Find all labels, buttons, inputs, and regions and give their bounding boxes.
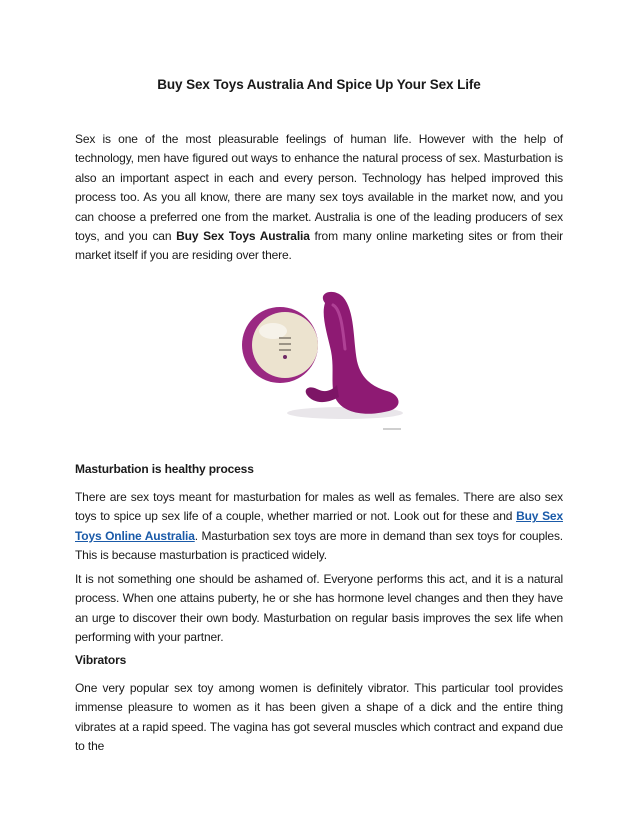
section1-p2-text: It is not something one should be ashamed of. Everyone performs this act, and it is a natural process. When one attains puberty, he or she has hormone level changes and then they have an urge to discover their own body. Masturbation on regular basis improves the sex life when performing with your partner. — [75, 572, 563, 645]
section1-paragraph-2 — [75, 570, 563, 648]
section1-paragraph-1 — [75, 488, 563, 566]
section-heading-masturbation: Masturbation is healthy process — [75, 462, 254, 476]
remote-glare — [259, 323, 287, 339]
section1-p1-after: . Masturbation sex toys are more in demand than sex toys for couples. This is because masturbation is practiced widely. — [75, 528, 563, 563]
remote-button-icon — [279, 349, 291, 351]
remote-led-icon — [283, 355, 287, 359]
intro-text-after: from many online marketing sites or from their market itself if you are residing over there. — [75, 229, 563, 263]
remote-button-icon — [279, 337, 291, 339]
section1-p1-before: There are sex toys meant for masturbation for males as well as females. There are also sex toys to spice up sex life of a couple, whether married or not. Look out for these and — [75, 490, 563, 524]
vibrator-product-illustration — [225, 285, 415, 445]
intro-bold-keyword: Buy Sex Toys Australia — [176, 229, 310, 244]
intro-paragraph — [75, 130, 563, 266]
brand-mark-icon — [383, 428, 401, 430]
product-image — [225, 285, 415, 445]
section-heading-vibrators: Vibrators — [75, 653, 127, 667]
section2-heading — [75, 651, 563, 670]
buy-sex-toys-online-australia-link[interactable]: Buy Sex Toys Online Australia — [75, 509, 563, 543]
page-title: Buy Sex Toys Australia And Spice Up Your Sex Life — [157, 77, 481, 92]
section2-paragraph-1 — [75, 679, 563, 757]
section2-p1-text: One very popular sex toy among women is definitely vibrator. This particular tool provides immense pleasure to women as it has been given a shape of a dick and the entire thing vibrates at a rapid speed. The vagina has got several muscles which contract and expand due to the — [75, 681, 563, 754]
remote-button-icon — [279, 343, 291, 345]
intro-text-before: Sex is one of the most pleasurable feelings of human life. However with the help of technology, men have figured out ways to enhance the natural process of sex. Masturbation is also an important aspect in each and every person. Technology has helped improved this process too. As you all know, there are many sex toys available in the market now, and you can choose a preferred one from the market. Australia is one of the leading producers of sex toys, and you can — [75, 132, 563, 244]
section1-heading — [75, 460, 563, 479]
